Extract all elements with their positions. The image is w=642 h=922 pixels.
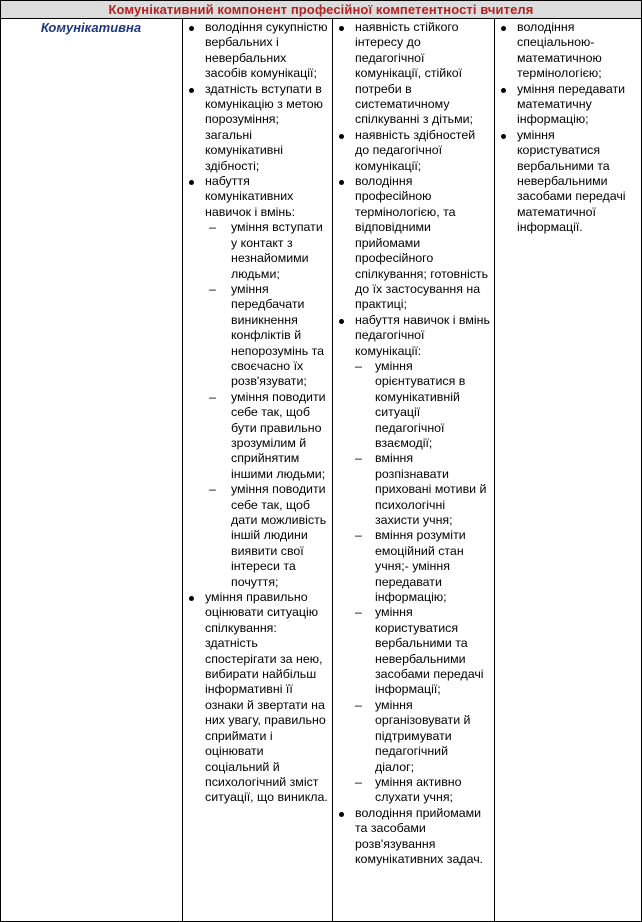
dash-list (355, 359, 491, 806)
bullet-text: володіння професійною термінологією, та відповідними прийомами професійного спілкування; готовність до їх застосування на практиці; (355, 174, 489, 312)
general-skills-cell (183, 19, 331, 806)
bullet-text: уміння користуватися вербальними та невербальними засобами передачі математичної інформації. (517, 127, 626, 235)
bullet-text: наявність здібностей до педагогічної комунікації; (355, 127, 476, 173)
dash-item: – уміння поводити себе так, щоб бути правильно зрозумілим й сприйнятим іншими людьми; (205, 390, 329, 482)
dash-item: – уміння користуватися вербальними та невербальними засобами передачі інформації; (355, 605, 491, 697)
bullet-item (333, 313, 493, 806)
bullet-text: набуття навичок і вмінь педагогічної комунікації: (355, 312, 490, 358)
bullet-item (495, 128, 641, 236)
bullet-text: уміння передавати математичну інформацію; (517, 81, 626, 127)
dash-list (205, 220, 329, 590)
bullet-item (495, 82, 641, 128)
bullet-item (333, 20, 493, 128)
dash-item: – уміння поводити себе так, щоб дати можливість іншій людини виявити свої інтереси та почуття; (205, 482, 329, 590)
bullet-list (183, 19, 331, 806)
bullet-text: володіння прийомами та засобами розв'язування комунікативних задач. (355, 805, 484, 866)
bullet-item (183, 82, 331, 174)
dash-item: – уміння орієнтуватися в комунікативній ситуації педагогічної взаємодії; (355, 359, 491, 451)
row-label: Комунікативна (40, 20, 142, 35)
bullet-item (183, 174, 331, 590)
bullet-list (495, 19, 641, 236)
dash-item: – уміння передбачати виникнення конфліктів й непорозумінь та своєчасно їх розв'язувати; (205, 282, 329, 390)
bullet-item (333, 806, 493, 868)
bullet-item (183, 590, 331, 806)
bullet-item (183, 20, 331, 82)
bullet-text: уміння правильно оцінювати ситуацію спілкування: здатність спостерігати за нею, вибирати найбільш інформативні її ознаки й звертати на них увагу, правильно сприймати і оцінювати соціальний й психологічний зміст ситуації, що виникла. (205, 590, 328, 805)
bullet-text: набуття комунікативних навичок і вмінь: (205, 174, 296, 219)
dash-item: – уміння організовувати й підтримувати педагогічний діалог; (355, 698, 491, 775)
math-skills-cell (495, 19, 641, 236)
dash-item: – уміння вступати у контакт з незнайомими людьми; (205, 220, 329, 282)
bullet-text: здатність вступати в комунікацію з метою порозуміння; загальні комунікативні здібності; (205, 81, 323, 173)
bullet-list (333, 19, 493, 867)
pedagogical-skills-cell (333, 19, 493, 867)
bullet-item (333, 128, 493, 174)
table-title: Комунікативний компонент професійної компетентності вчителя (1, 1, 641, 19)
bullet-item (333, 174, 493, 313)
bullet-item (495, 20, 641, 82)
dash-item: – уміння активно слухати учня; (355, 775, 491, 806)
bullet-text: наявність стійкого інтересу до педагогічної комунікації, стійкої потреби в систематичному спілкуванні з дітьми; (355, 20, 473, 127)
bullet-text: володіння сукупністю вербальних і невербальних засобів комунікації; (205, 20, 328, 81)
bullet-text: володіння спеціальною-математичною термінологією; (517, 20, 602, 81)
dash-item: – вміння розпізнавати приховані мотиви й психологічні захисти учня; (355, 451, 491, 528)
dash-item: – вміння розуміти емоційний стан учня;- уміння передавати інформацію; (355, 528, 491, 605)
row-label-cell (1, 19, 181, 36)
